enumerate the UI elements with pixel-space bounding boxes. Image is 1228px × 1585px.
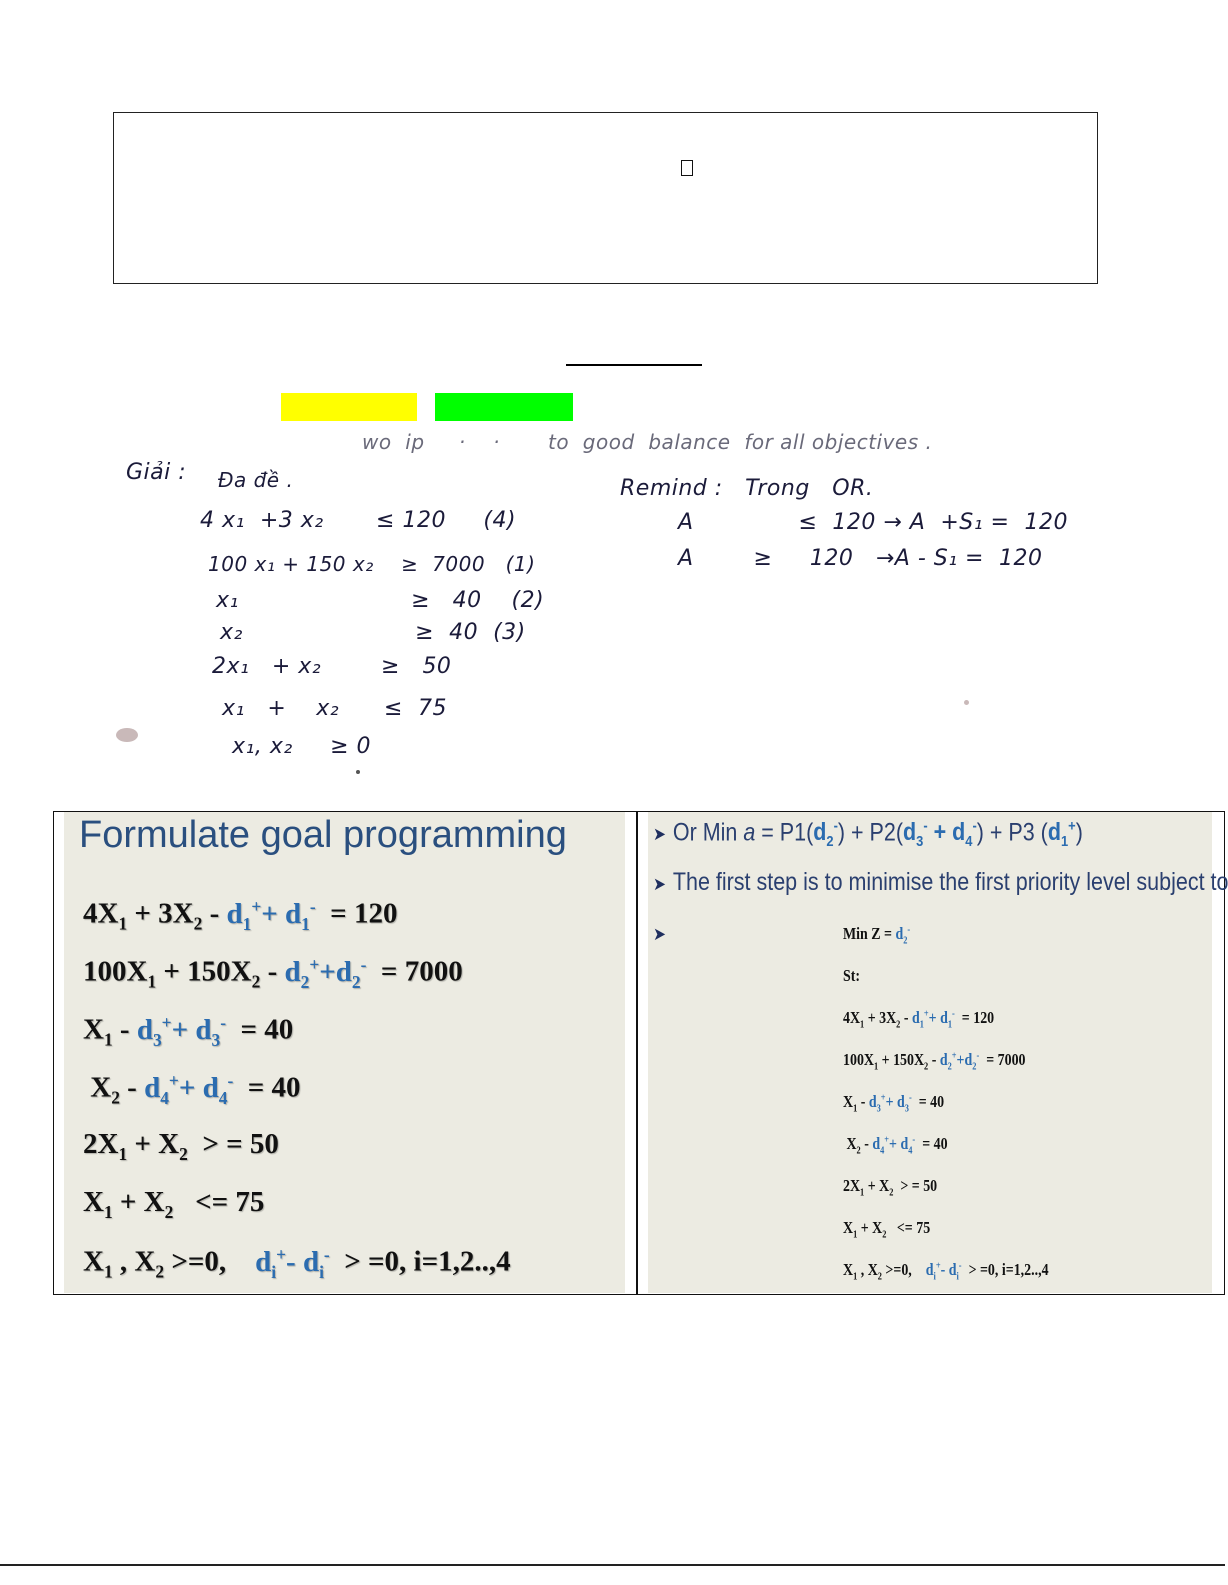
priority-panel xyxy=(648,812,1228,1293)
scan-remind-2: A ≥ 120 →A - S₁ = 120 xyxy=(678,546,1043,571)
first-step-text: The first step is to minimise the first priority level subject to xyxy=(672,868,1228,896)
panel-divider xyxy=(636,811,638,1295)
bullet-first-step xyxy=(653,868,1228,897)
min-z: Min $Z = d_2^-$ xyxy=(843,924,911,947)
scan-top-partial: wo ip · · to good balance for all objectives . xyxy=(362,430,933,454)
scan-smudge xyxy=(116,728,138,742)
bullet-empty xyxy=(653,918,673,947)
page-bottom-rule xyxy=(0,1564,1225,1566)
scan-line-5: 2x₁ + x₂ ≥ 50 xyxy=(212,654,452,679)
small-equation-1: $4X_1 + 3X_2 - d_1^++ d_1^- = 120$ xyxy=(843,1008,995,1031)
goal-equation-6: $X_1 + X_2 <= 75$ xyxy=(83,1186,265,1222)
small-equation-3: $X_1 - d_3^++ d_3^- = 40$ xyxy=(843,1092,945,1115)
goal-equation-2: $100X_1 + 150X_2 - d_2^++d_2^- = 7000$ xyxy=(83,954,463,992)
scan-remind: Remind : Trong OR. xyxy=(620,476,874,501)
yellow-highlight xyxy=(281,393,417,421)
scan-line-4: x₂ ≥ 40 (3) xyxy=(220,620,526,645)
missing-glyph-box xyxy=(681,160,693,176)
st-label: St: xyxy=(843,966,861,985)
scan-de: Đa đề . xyxy=(218,468,294,492)
goal-equation-5: $2X_1 + X_2$ > = 50 xyxy=(83,1128,279,1164)
small-equation-2: $100X_1 + 150X_2 - d_2^++d_2^- = 7000$ xyxy=(843,1050,1026,1073)
formulation-panel xyxy=(64,812,625,1293)
scan-line-1: 4 x₁ +3 x₂ ≤ 120 (4) xyxy=(200,508,517,533)
small-equation-4: $X_2 - d_4^++ d_4^- = 40$ xyxy=(843,1134,948,1157)
scan-giai: Giải : xyxy=(126,460,187,485)
formulation-title: Formulate goal programming xyxy=(79,814,567,856)
objective-prefix: Or Min xyxy=(672,818,738,847)
bullet-objective: ➤ Or Min $a = P1(d_2^-) + P2(d_3^- + d_4^-) + P3$ $(d_1^+)$ xyxy=(653,818,1083,851)
scan-line-7: x₁, x₂ ≥ 0 xyxy=(232,734,372,759)
green-highlight xyxy=(435,393,573,421)
scan-line-3: x₁ ≥ 40 (2) xyxy=(216,588,545,613)
goal-equation-4: $X_2 - d_4^++ d_4^- = 40$ xyxy=(83,1070,301,1108)
scan-line-2: 100 x₁ + 150 x₂ ≥ 7000 (1) xyxy=(208,552,536,576)
small-equation-5: $2X_1 + X_2$ > = 50 xyxy=(843,1176,938,1199)
bullet-arrow-icon: ➤ xyxy=(653,824,666,845)
small-equation-6: $X_1 + X_2 <= 75$ xyxy=(843,1218,931,1241)
goal-equation-3: $X_1 - d_3^++ d_3^- = 40$ xyxy=(83,1012,294,1050)
small-equation-7: $X_1$ , $X_2 >=0$, $d_i^+-$ $d_i^- > =0$, i=1,2..,4 xyxy=(843,1260,1049,1283)
scan-line-6: x₁ + x₂ ≤ 75 xyxy=(222,696,447,721)
goal-equation-7: $X_1$ , $X_2 >=0$, $d_i^+-$ $d_i^- > =0$, i=1,2..,4 xyxy=(83,1244,511,1282)
scan-remind-1: A ≤ 120 → A +S₁ = 120 xyxy=(678,510,1068,535)
bullet-arrow-icon: ➤ xyxy=(653,924,666,944)
header-box xyxy=(113,112,1098,284)
scan-speck xyxy=(356,770,360,774)
title-underline xyxy=(566,364,702,366)
bullet-arrow-icon: ➤ xyxy=(653,874,666,894)
goal-equation-1: $4X_1 + 3X_2 - d_1^++ d_1^- = 120$ xyxy=(83,896,398,934)
handwritten-scan xyxy=(112,430,1068,785)
scan-speck xyxy=(964,700,969,705)
